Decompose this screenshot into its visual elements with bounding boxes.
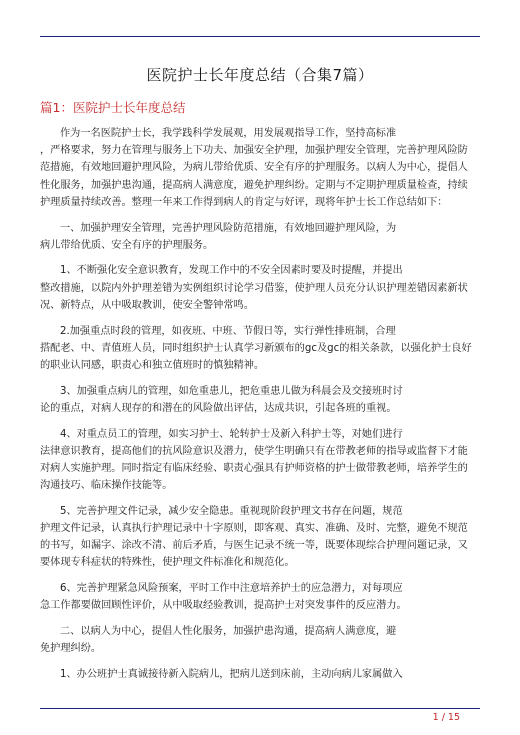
- paragraph: [40, 323, 484, 375]
- paragraph-line: 免护理纠纷。: [40, 643, 102, 655]
- paragraph-line: 搭配老、中、青值班人员，同时组织护士认真学习新颁布的gc及gc的相关条款，以强化护士良好: [40, 342, 472, 354]
- paragraph-line: 要体现专科症状的特殊性，使护理文件标准化和规范化。: [40, 557, 295, 569]
- paragraph-line: 二、以病人为中心，提倡人性化服务，加强护患沟通，提高病人满意度，避: [60, 626, 397, 638]
- paragraph-line: 4、对重点员工的管理，如实习护士、轮转护士及新入科护士等，对她们进行: [60, 428, 403, 440]
- paragraph-line: 作为一名医院护士长，我学践科学发展观，用发展观指导工作，坚持高标准: [60, 128, 397, 139]
- paragraph-line: 况、新特点，从中吸取教训，使安全警钟常鸣。: [40, 299, 254, 311]
- paragraph-line: 一、加强护理安全管理，完善护理风险防范措施，有效地回避护理风险，为: [60, 222, 397, 234]
- paragraph-line: 范措施，有效地回避护理风险，为病儿带给优质、安全有序的护理服务。以病人为中心，提倡人: [40, 162, 468, 174]
- paragraph-line: 整改措施，以院内外护理差错为实例组织讨论学习借鉴，使护理人员充分认识护理差错因素新状: [40, 282, 468, 294]
- paragraph: [40, 623, 484, 657]
- paragraph-line: 护理质量持续改善。整理一年来工作得到病人的肯定与好评，现将年护士长工作总结如下：: [40, 196, 448, 208]
- paragraph-line: 3、加强重点病儿的管理，如危重患儿，把危重患儿做为科晨会及交接班时讨: [60, 385, 403, 397]
- paragraph-line: 病儿带给优质、安全有序的护理服务。: [40, 239, 214, 251]
- paragraph-line: 沟通技巧、临床操作技能等。: [40, 480, 173, 492]
- paragraph: [40, 125, 484, 211]
- section-title: 篇1：医院护士长年度总结: [40, 100, 186, 115]
- paragraph-line: 论的重点，对病人现存的和潜在的风险做出评估，达成共识，引起各班的重视。: [40, 402, 397, 414]
- page-number: 1 / 15: [432, 712, 460, 723]
- document-title: 医院护士长年度总结（合集7篇）: [146, 66, 374, 84]
- paragraph-line: 急工作都要做回顾性评价，从中吸取经验教训，提高护士对突发事件的反应潜力。: [40, 600, 407, 612]
- footer-rule: [40, 708, 480, 709]
- paragraph-line: 法律意识教育，提高他们的抗风险意识及潜力，使学生明确只有在带教老师的指导或监督下才能: [40, 445, 468, 457]
- paragraph-line: ，严格要求，努力在管理与服务上下功夫、加强安全护理，加强护理安全管理，完善护理风险防: [40, 145, 468, 157]
- paragraph: [40, 220, 484, 254]
- header-rule: [40, 36, 480, 37]
- paragraph: [40, 383, 484, 417]
- paragraph: [40, 262, 484, 314]
- paragraph: [40, 426, 484, 495]
- paragraph: [40, 503, 484, 572]
- paragraph: [40, 666, 484, 683]
- document-body: [40, 125, 484, 692]
- paragraph-line: 5、完善护理文件记录，减少安全隐患。重视现阶段护理文书存在问题，规范: [60, 505, 403, 517]
- paragraph-line: 6、完善护理紧急风险预案，平时工作中注意培养护士的应急潜力，对每项应: [60, 583, 403, 595]
- paragraph-line: 1、办公班护士真诚接待新入院病儿，把病儿送到床前，主动向病儿家属做入: [60, 668, 403, 680]
- paragraph-line: 1、不断强化安全意识教育，发现工作中的不安全因素时要及时提醒，并提出: [60, 265, 403, 277]
- paragraph-line: 对病人实施护理。同时指定有临床经验、职责心强具有护师资格的护士做带教老师，培养学生的: [40, 462, 468, 474]
- paragraph-line: 性化服务，加强护患沟通，提高病人满意度，避免护理纠纷。定期与不定期护理质量检查，持续: [40, 179, 468, 191]
- paragraph-line: 护理文件记录，认真执行护理记录中十字原则，即客观、真实、准确、及时、完整，避免不规范: [40, 523, 468, 535]
- paragraph-line: 的职业认同感，职责心和独立值班时的慎独精神。: [40, 359, 265, 371]
- paragraph-line: 的书写，如漏字、涂改不清、前后矛盾，与医生记录不统一等，既要体现综合护理问题记录，又: [40, 540, 468, 552]
- paragraph: [40, 580, 484, 614]
- paragraph-line: 2.加强重点时段的管理，如夜班、中班、节假日等，实行弹性排班制，合理: [60, 325, 396, 337]
